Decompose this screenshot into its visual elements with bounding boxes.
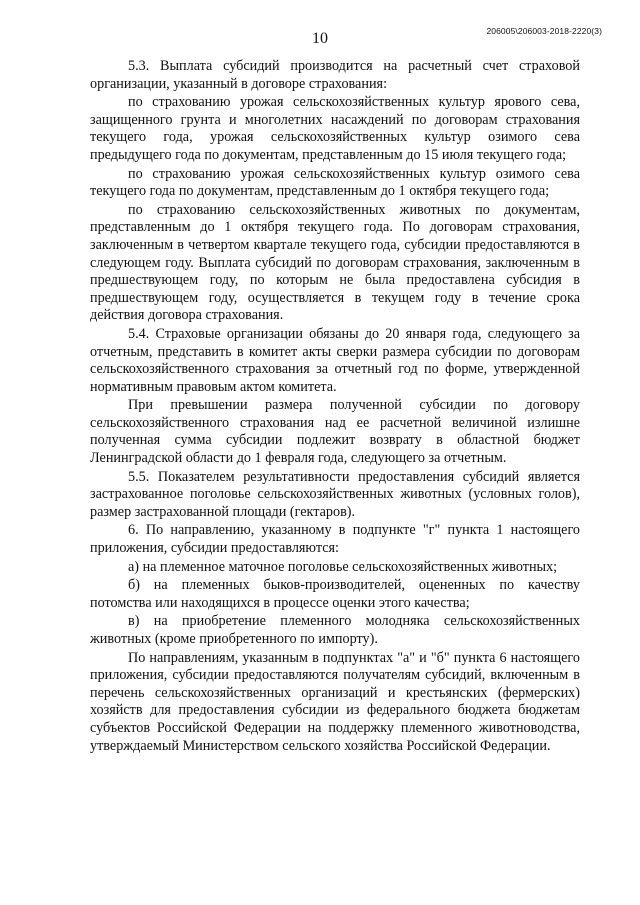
paragraph-5-3: 5.3. Выплата субсидий производится на расчетный счет страховой организации, указанный в договоре страхования: (90, 58, 580, 92)
paragraph-5-4: 5.4. Страховые организации обязаны до 20 января года, следующего за отчетным, представить в комитет акты сверки размера субсидии по договорам сельскохозяйственного страхования за отчетный год по форме, утвержденной нормативным правовым актом комитета. (90, 325, 580, 395)
document-body (90, 58, 580, 756)
paragraph-6-a: а) на племенное маточное поголовье сельскохозяйственных животных; (128, 558, 558, 575)
paragraph-6-v: в) на приобретение племенного молодняка сельскохозяйственных животных (кроме приобретенного по импорту). (90, 613, 580, 647)
document-code: 206005\206003-2018-2220(3) (486, 26, 602, 36)
paragraph-directions: По направлениям, указанным в подпунктах "а" и "б" пункта 6 настоящего приложения, субсидии предоставляются получателям субсидий, включенным в перечень сельскохозяйственных организаций и крестьянских (фермерских) хозяйств для предоставления субсидии из федерального бюджета бюджетам субъектов Российской Федерации на поддержку племенного животноводства, утверждаемый Министерством сельского хозяйства Российской Федерации. (90, 649, 580, 754)
page-number: 10 (312, 30, 328, 47)
paragraph-6: 6. По направлению, указанному в подпункте "г" пункта 1 настоящего приложения, субсидии предоставляются: (90, 522, 580, 557)
paragraph-animals: по страхованию сельскохозяйственных животных по документам, представленным до 1 октября текущего года. По договорам страхования, заключенным в четвертом квартале текущего года, субсидии предоставляются в следующем году. Выплата субсидий по договорам страхования, заключенным в предшествующем году, по которым не была предоставлена субсидия в предшествующем году, осуществляется в текущем году в течение срока действия договора страхования. (90, 201, 580, 324)
paragraph-spring-crops: по страхованию урожая сельскохозяйственных культур ярового сева, защищенного грунта и многолетних насаждений по договорам страхования текущего года, урожая сельскохозяйственных культур озимого сева предыдущего года по документам, представленным до 15 июля текущего года; (90, 94, 580, 163)
paragraph-5-5: 5.5. Показателем результативности предоставления субсидий является застрахованное поголовье сельскохозяйственных животных (условных голов), размер застрахованной площади (гектаров). (90, 468, 580, 520)
paragraph-excess-refund: При превышении размера полученной субсидии по договору сельскохозяйственного страхования над ее расчетной величиной излишне полученная сумма субсидии подлежит возврату в областной бюджет Ленинградской области до 1 февраля года, следующего за отчетным. (90, 397, 580, 467)
paragraph-6-b: б) на племенных быков-производителей, оцененных по качеству потомства или находящихся в процессе оценки этого качества; (90, 577, 580, 611)
paragraph-winter-crops: по страхованию урожая сельскохозяйственных культур озимого сева текущего года по документам, представленным до 1 октября текущего года; (90, 165, 580, 200)
